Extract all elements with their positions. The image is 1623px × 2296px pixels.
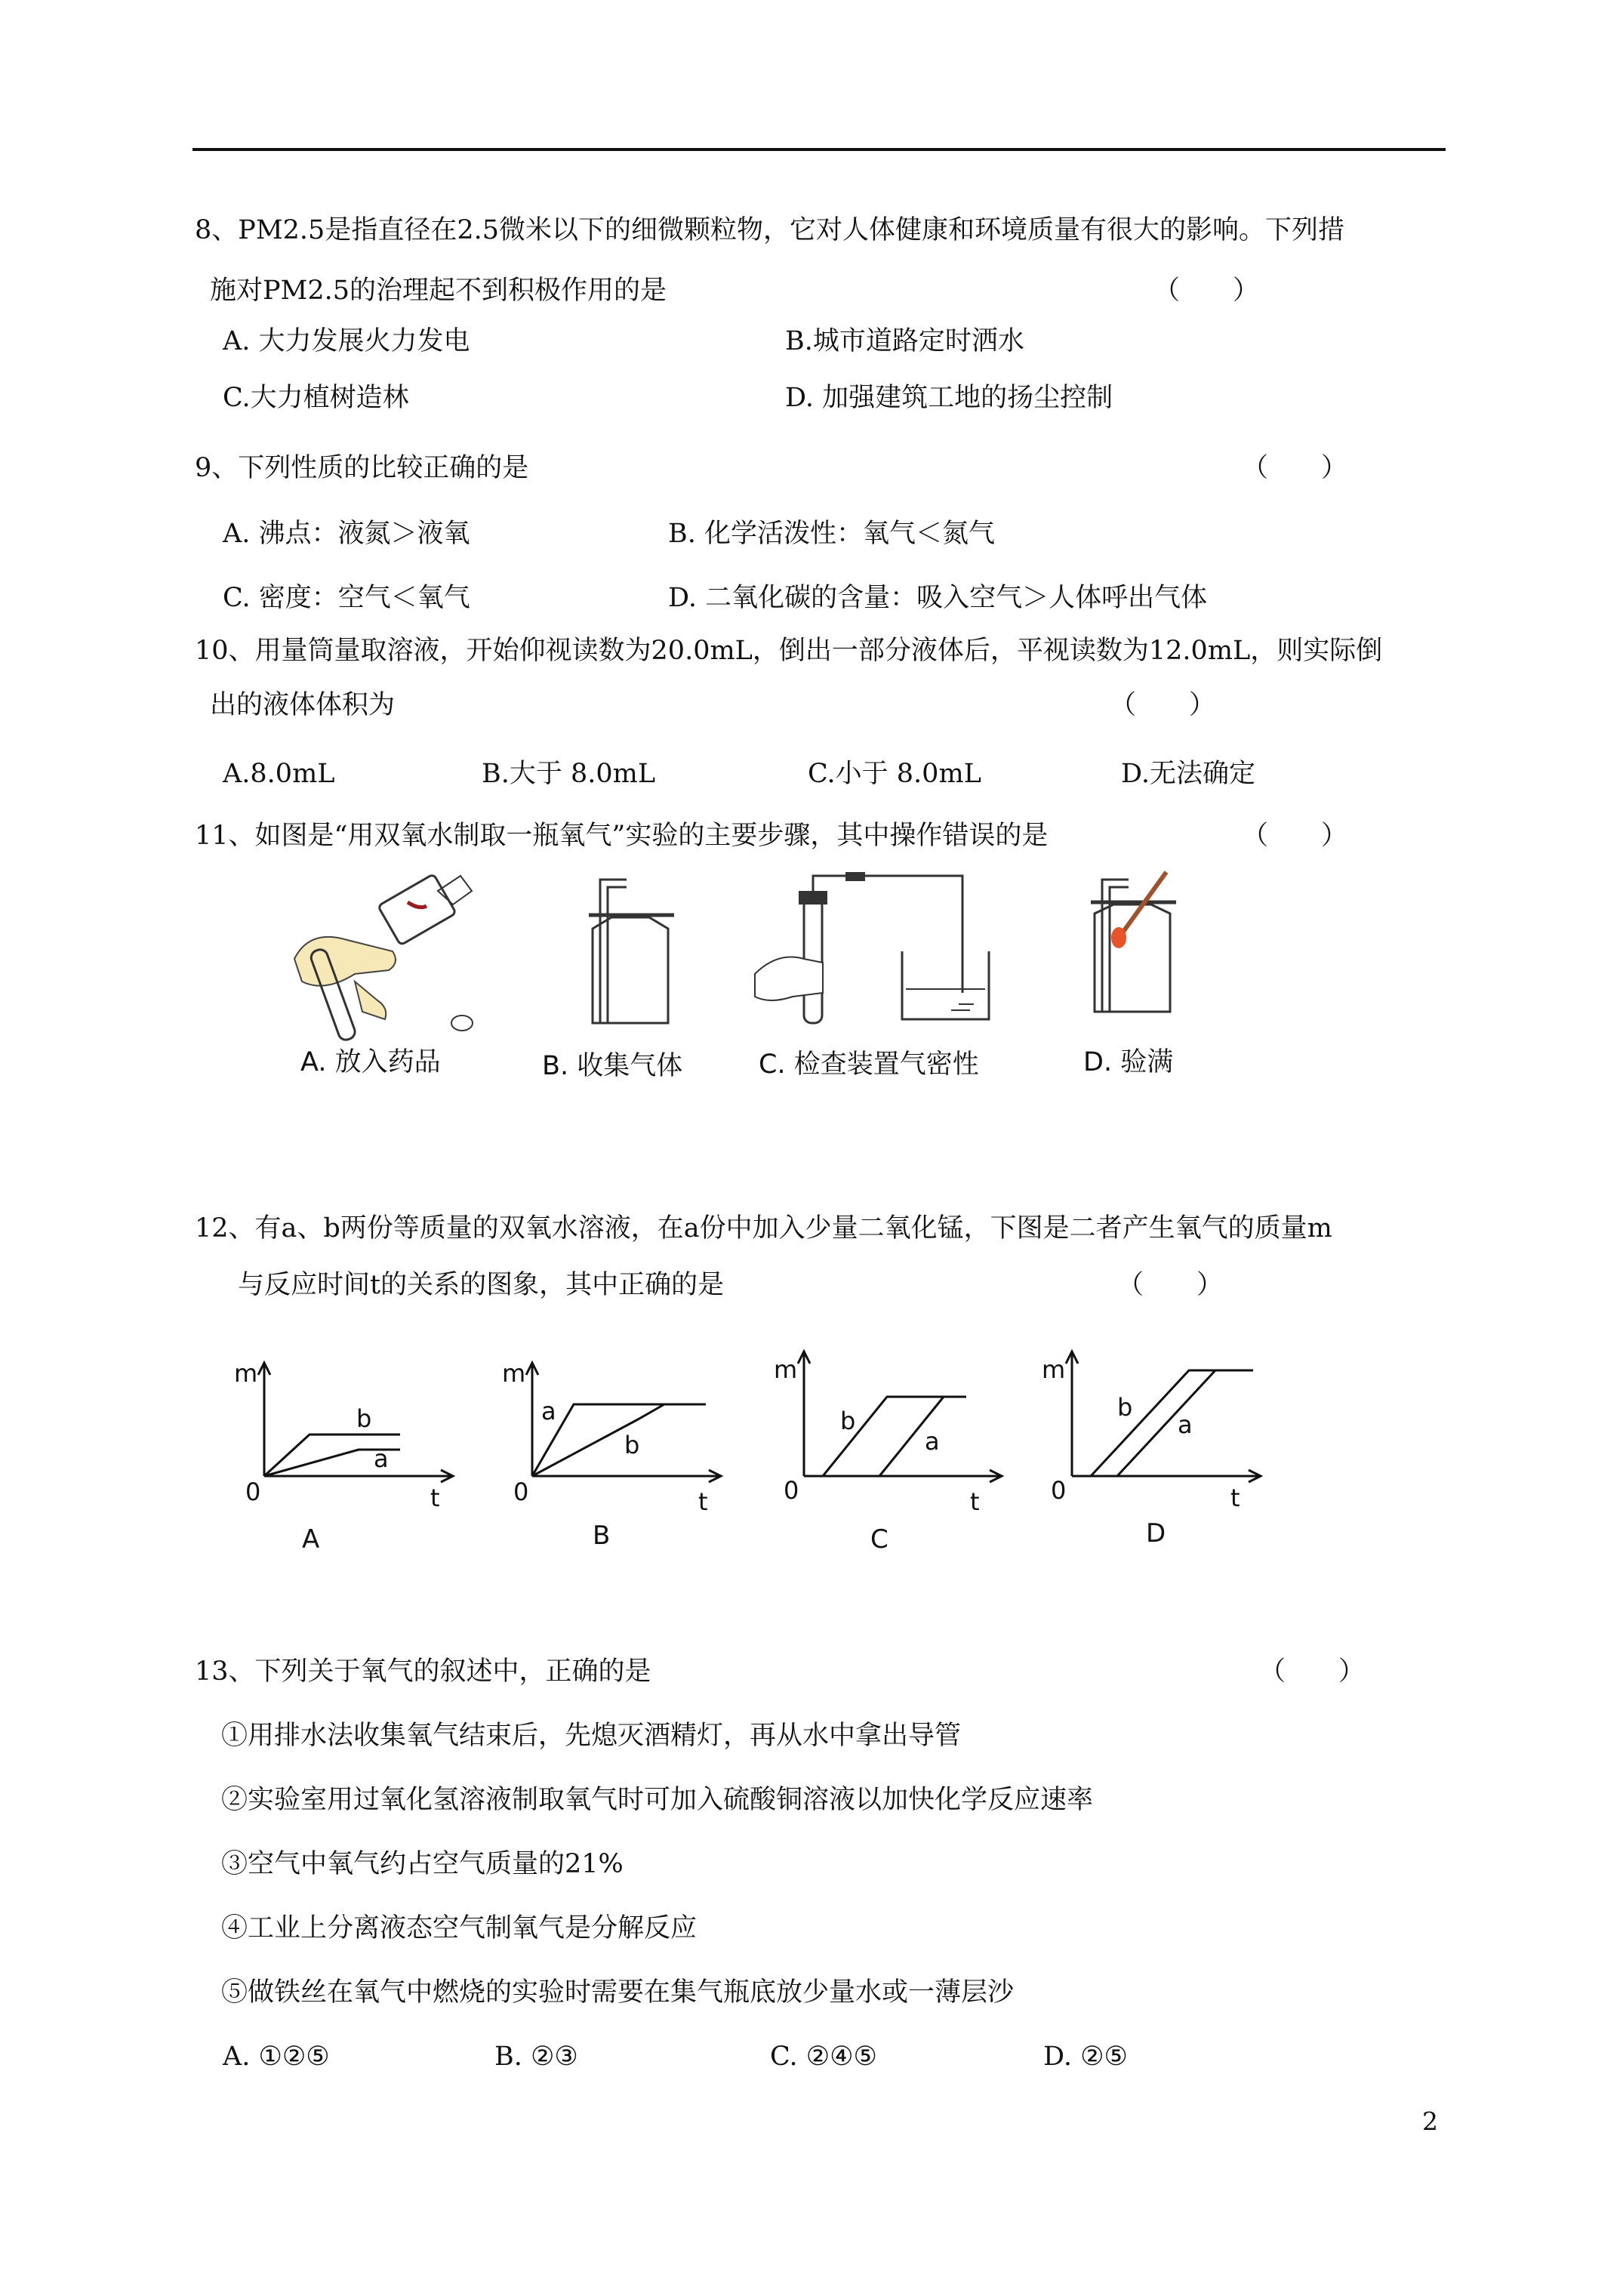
q12-graph-a: [226, 1355, 483, 1559]
q12-graph-d: [1034, 1344, 1291, 1559]
q8-option-d: D. 加强建筑工地的扬尘控制: [785, 383, 1113, 413]
graph-label: B: [593, 1521, 611, 1551]
origin-label: 0: [245, 1478, 261, 1506]
q13-option-a: A. ①②⑤: [223, 2042, 330, 2072]
q10-option-a: A.8.0mL: [223, 759, 335, 789]
q8-stem-line1: 8、PM2.5是指直径在2.5微米以下的细微颗粒物，它对人体健康和环境质量有很大的影响。下列措: [195, 215, 1344, 245]
curve-upper-label: b: [1117, 1393, 1133, 1422]
q8-stem-line2: 施对PM2.5的治理起不到积极作用的是: [210, 276, 667, 306]
graph-label: D: [1146, 1518, 1166, 1549]
q11-figure-b-collect-gas: [585, 876, 676, 1027]
graph-label: A: [302, 1524, 320, 1555]
curve-lower-label: b: [624, 1431, 640, 1459]
q13-item-1: ①用排水法收集氧气结束后，先熄灭酒精灯，再从水中拿出导管: [221, 1721, 962, 1751]
curve-upper: [532, 1404, 706, 1476]
q13-item-5: ⑤做铁丝在氧气中燃烧的实验时需要在集气瓶底放少量水或一薄层沙: [221, 1977, 1015, 2008]
q13-option-c: C. ②④⑤: [770, 2042, 877, 2072]
q9-option-b: B. 化学活泼性：氧气＜氮气: [668, 519, 995, 549]
q13-item-4: ④工业上分离液态空气制氧气是分解反应: [221, 1913, 698, 1943]
q11-figure-d-test-full: [1087, 868, 1185, 1019]
q12-graph-c: [766, 1344, 1023, 1559]
q9-option-a: A. 沸点：液氮＞液氧: [223, 519, 470, 549]
q9-option-d: D. 二氧化碳的含量：吸入空气＞人体呼出气体: [668, 583, 1208, 613]
q11-caption-b: B. 收集气体: [542, 1051, 683, 1081]
origin-label: 0: [1051, 1476, 1067, 1505]
q10-option-b: B.大于 8.0mL: [482, 759, 656, 789]
curve-upper-label: b: [840, 1407, 856, 1435]
q10-stem-line2: 出的液体体积为: [210, 690, 396, 720]
q12-stem-line1: 12、有a、b两份等质量的双氧水溶液，在a份中加入少量二氧化锰，下图是二者产生氧气的质量m: [195, 1213, 1332, 1244]
q12-answer-blank: （ ）: [1117, 1270, 1224, 1300]
q11-stem: 11、如图是“用双氧水制取一瓶氧气”实验的主要步骤，其中操作错误的是: [195, 821, 1049, 851]
q10-option-d: D.无法确定: [1121, 759, 1255, 789]
x-axis-label: t: [1230, 1484, 1240, 1512]
q13-option-d: D. ②⑤: [1043, 2042, 1128, 2072]
q8-option-a: A. 大力发展火力发电: [223, 326, 470, 356]
x-axis-label: t: [970, 1487, 980, 1516]
q9-answer-blank: （ ）: [1242, 453, 1348, 483]
q10-option-c: C.小于 8.0mL: [808, 759, 981, 789]
q8-answer-blank: （ ）: [1153, 276, 1260, 306]
y-axis-label: m: [502, 1359, 526, 1388]
y-axis-label: m: [234, 1359, 258, 1388]
q8-option-b: B.城市道路定时洒水: [785, 326, 1024, 356]
origin-label: 0: [784, 1476, 799, 1505]
q11-figure-c-check-airtightness: [747, 868, 1004, 1034]
curve-lower-label: a: [374, 1444, 389, 1473]
x-axis-label: t: [430, 1484, 440, 1512]
q11-caption-a: A. 放入药品: [300, 1047, 441, 1077]
q9-stem: 9、下列性质的比较正确的是: [195, 453, 529, 483]
q10-answer-blank: （ ）: [1110, 690, 1216, 720]
q12-graph-b: [494, 1355, 751, 1559]
header-rule: [192, 148, 1446, 151]
y-axis-label: m: [774, 1355, 798, 1384]
q13-item-3: ③空气中氧气约占空气质量的21%: [221, 1849, 624, 1879]
curve-upper-label: a: [541, 1397, 556, 1425]
q8-option-c: C.大力植树造林: [223, 383, 409, 413]
page-number: 2: [1422, 2106, 1438, 2136]
q10-stem-line1: 10、用量筒量取溶液，开始仰视读数为20.0mL，倒出一部分液体后，平视读数为12.0mL，则实际倒: [195, 636, 1383, 666]
q9-option-c: C. 密度：空气＜氧气: [223, 583, 470, 613]
curve-lower-label: a: [925, 1427, 940, 1456]
y-axis-label: m: [1042, 1355, 1066, 1384]
q13-stem: 13、下列关于氧气的叙述中，正确的是: [195, 1657, 651, 1687]
q13-option-b: B. ②③: [494, 2042, 578, 2072]
q11-caption-d: D. 验满: [1083, 1047, 1174, 1077]
curve-lower-label: a: [1178, 1410, 1193, 1439]
q11-caption-c: C. 检查装置气密性: [759, 1049, 979, 1080]
origin-label: 0: [513, 1478, 529, 1506]
curve-upper-label: b: [356, 1404, 372, 1433]
q13-item-2: ②实验室用过氧化氢溶液制取氧气时可加入硫酸铜溶液以加快化学反应速率: [221, 1785, 1094, 1815]
q11-figure-a-add-reagent: [279, 868, 506, 1034]
q13-answer-blank: （ ）: [1259, 1657, 1366, 1687]
graph-label: C: [870, 1524, 888, 1555]
q11-answer-blank: （ ）: [1242, 821, 1348, 851]
curve-upper: [1091, 1370, 1253, 1476]
x-axis-label: t: [698, 1487, 708, 1516]
q12-stem-line2: 与反应时间t的关系的图象，其中正确的是: [238, 1270, 725, 1300]
